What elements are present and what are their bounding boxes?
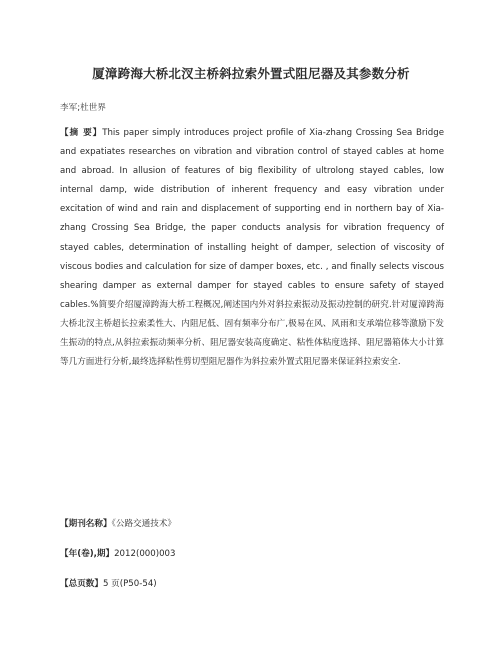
total-pages-label: 【总页数】: [60, 579, 103, 589]
journal-name-row: [60, 517, 176, 529]
paper-authors: 李军;杜世界: [60, 103, 106, 113]
year-volume-issue-label: 【年(卷),期】: [60, 549, 115, 559]
journal-name-label: 【期刊名称】: [60, 519, 112, 529]
abstract-label: 【摘 要】: [60, 128, 103, 138]
paper-title: 厦漳跨海大桥北汊主桥斜拉索外置式阻尼器及其参数分析: [92, 66, 410, 81]
year-volume-issue-row: [60, 547, 175, 559]
total-pages-row: [60, 577, 157, 589]
total-pages-value: 5 页(P50-54): [102, 579, 157, 589]
abstract-text: This paper simply introduces project profile of Xia-zhang Crossing Sea Bridge and expatiates researches on vibration and vibration control of stayed cables at home and abroad. In allusion of features of big flexibility of ultrolong stayed cables, low internal damp, wide distribution of inherent frequency and easy vibration under excitation of wind and rain and displacement of supporting end in northern bay of Xia-zhang Crossing Sea Bridge, the paper conducts analysis for vibration frequency of stayed cables, determination of installing height of damper, selection of viscosity of viscous bodies and calculation for size of damper boxes, etc. , and finally selects viscous shearing damper as external damper for stayed cables to ensure safety of stayed cables.%简要介绍厦漳跨海大桥工程概况,阐述国内外对斜拉索振动及振动控制的研究.针对厦漳跨海大桥北汊主桥超长拉索柔性大、内阻尼低、固有频率分布广,极易在风、风雨和支承端位移等激励下发生振动的特点,从斜拉索振动频率分析、阻尼器安装高度确定、粘性体粘度选择、阻尼器箱体大小计算等几方面进行分析,最终选择粘性剪切型阻尼器作为斜拉索外置式阻尼器来保证斜拉索安全.: [60, 128, 444, 368]
abstract-block: [60, 124, 444, 372]
journal-name-value: 《公路交通技术》: [111, 519, 177, 529]
year-volume-issue-value: 2012(000)003: [114, 549, 176, 559]
